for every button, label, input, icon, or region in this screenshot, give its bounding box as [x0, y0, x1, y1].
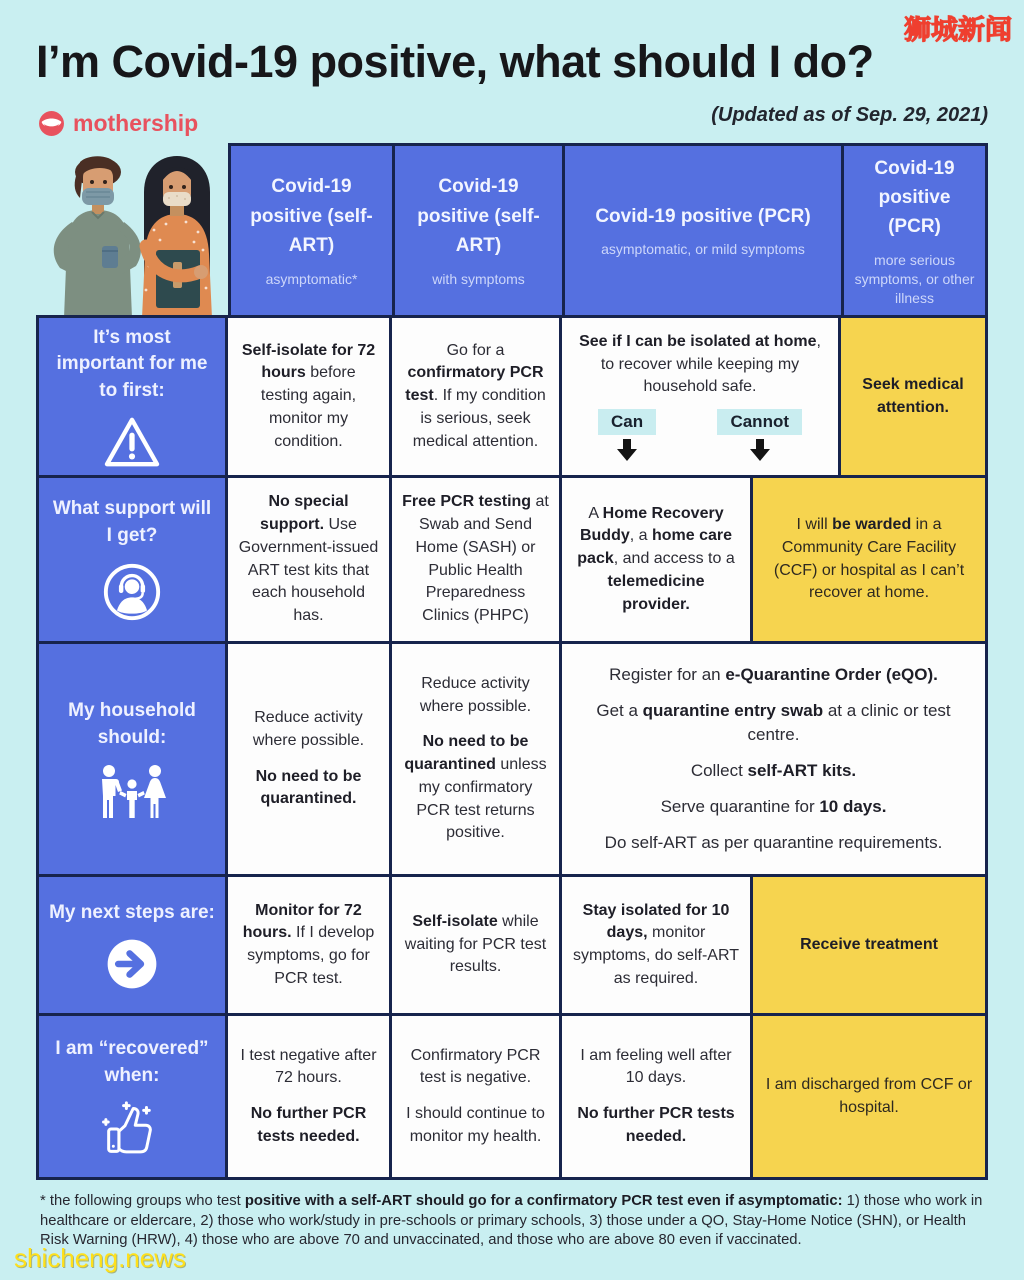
row-header-label: My next steps are: [49, 901, 215, 923]
mothership-logo [38, 110, 198, 137]
row-recovered [36, 1013, 988, 1180]
row-most-important [36, 315, 988, 478]
column-subtitle: asymptomatic* [265, 270, 358, 287]
column-header-row [36, 143, 988, 318]
cannot-tag: Cannot [717, 409, 802, 435]
cell-r4-pcr-serious: Receive treatment [750, 874, 988, 1016]
column-title: Covid-19 positive (self-ART) [250, 176, 373, 257]
column-subtitle: with symptoms [432, 270, 525, 287]
cell-r1-self-art-symptoms: Go for a confirmatory PCR test. If my condition is serious, seek medical attention. [389, 315, 562, 478]
family-icon [96, 764, 168, 820]
column-title: Covid-19 positive (PCR) [595, 205, 811, 227]
cell-r3-pcr-merged: Register for an e-Quarantine Order (eQO). Get a quarantine entry swab at a clinic or test centre. Collect self-ART kits. Serve quarantine for 10 days. Do self-ART as per quarantine requirements. [559, 641, 988, 877]
can-tag: Can [598, 409, 656, 435]
cell-r5-pcr-mild: I am feeling well after 10 days. No further PCR tests needed. [559, 1013, 753, 1180]
row-header-household [36, 641, 228, 877]
cell-r2-self-art-symptoms: Free PCR testing at Swab and Send Home (SASH) or Public Health Preparedness Clinics (PHPC) [389, 475, 562, 644]
row-header-label: What support will I get? [52, 497, 212, 546]
down-arrow-icon [616, 438, 638, 462]
column-header-self-art-asymptomatic [228, 143, 395, 318]
column-subtitle: asymptomatic, or mild symptoms [601, 241, 805, 258]
updated-date: (Updated as of Sep. 29, 2021) [711, 104, 988, 126]
cell-r1-self-art-asymptomatic: Self-isolate for 72 hours before testing again, monitor my condition. [225, 315, 392, 478]
down-arrow-icon [749, 438, 771, 462]
brand-name: mothership [73, 110, 199, 136]
watermark-bottom: shicheng.news [14, 1243, 186, 1273]
row-header-most-important [36, 315, 228, 478]
cell-r3-self-art-asymptomatic: Reduce activity where possible. No need to be quarantined. [225, 641, 392, 877]
cell-r4-self-art-symptoms: Self-isolate while waiting for PCR test results. [389, 874, 562, 1016]
column-subtitle: more serious symptoms, or other illness [854, 251, 975, 306]
row-header-label: My household should: [68, 700, 196, 748]
cell-r1-pcr-mild [559, 315, 841, 478]
cell-r3-self-art-symptoms: Reduce activity where possible. No need to be quarantined unless my confirmatory PCR test returns positive. [389, 641, 562, 877]
cell-r5-pcr-serious: I am discharged from CCF or hospital. [750, 1013, 988, 1180]
row-header-support [36, 475, 228, 644]
row-header-label: I am “recovered” when: [55, 1037, 209, 1086]
support-headset-icon [101, 561, 163, 623]
row-header-recovered [36, 1013, 228, 1180]
mothership-smile-icon [38, 110, 65, 137]
arrow-right-circle-icon [106, 938, 158, 990]
page-title: I’m Covid-19 positive, what should I do? [36, 36, 874, 87]
column-title: Covid-19 positive (PCR) [874, 157, 955, 238]
cell-r4-self-art-asymptomatic: Monitor for 72 hours. If I develop symptoms, go for PCR test. [225, 874, 392, 1016]
thumbs-up-icon [102, 1101, 162, 1157]
cell-r2-self-art-asymptomatic: No special support. Use Government-issued ART test kits that each household has. [225, 475, 392, 644]
cell-r5-self-art-asymptomatic: I test negative after 72 hours. No further PCR tests needed. [225, 1013, 392, 1180]
decision-table [36, 143, 988, 1180]
column-header-pcr-serious [841, 143, 988, 318]
footnote: * the following groups who test positive with a self-ART should go for a confirmatory PCR test even if asymptomatic: 1) those who work in healthcare or eldercare, 2) those who work/study in pre-schools or primary schools, 3) those under a QO, Stay-Home Notice (SHN), or Health Risk Warning (HRW), 4) those who are above 70 and unvaccinated, and those who are above 80 even if vaccinated. [40, 1193, 983, 1249]
cell-r1-pcr-serious: Seek medical attention. [838, 315, 988, 478]
can-cannot-row [572, 409, 828, 462]
row-header-next-steps [36, 874, 228, 1016]
row-support [36, 475, 988, 644]
row-header-label: It’s most important for me to first: [56, 326, 208, 401]
table-corner-spacer [36, 143, 228, 318]
warning-triangle-icon [103, 416, 161, 468]
column-title: Covid-19 positive (self-ART) [417, 176, 540, 257]
cell-r2-pcr-serious: I will be warded in a Community Care Facility (CCF) or hospital as I can’t recover at home. [750, 475, 988, 644]
cell-r4-pcr-mild: Stay isolated for 10 days, monitor symptoms, do self-ART as required. [559, 874, 753, 1016]
isolate-at-home-text: See if I can be isolated at home, to recover while keeping my household safe. [579, 332, 821, 396]
row-household [36, 641, 988, 877]
watermark-top: 狮城新闻 [904, 15, 1012, 45]
cell-r2-pcr-mild: A Home Recovery Buddy, a home care pack, and access to a telemedicine provider. [559, 475, 753, 644]
cell-r5-self-art-symptoms: Confirmatory PCR test is negative. I should continue to monitor my health. [389, 1013, 562, 1180]
column-header-self-art-symptoms [392, 143, 565, 318]
row-next-steps [36, 874, 988, 1016]
column-header-pcr-mild [562, 143, 844, 318]
